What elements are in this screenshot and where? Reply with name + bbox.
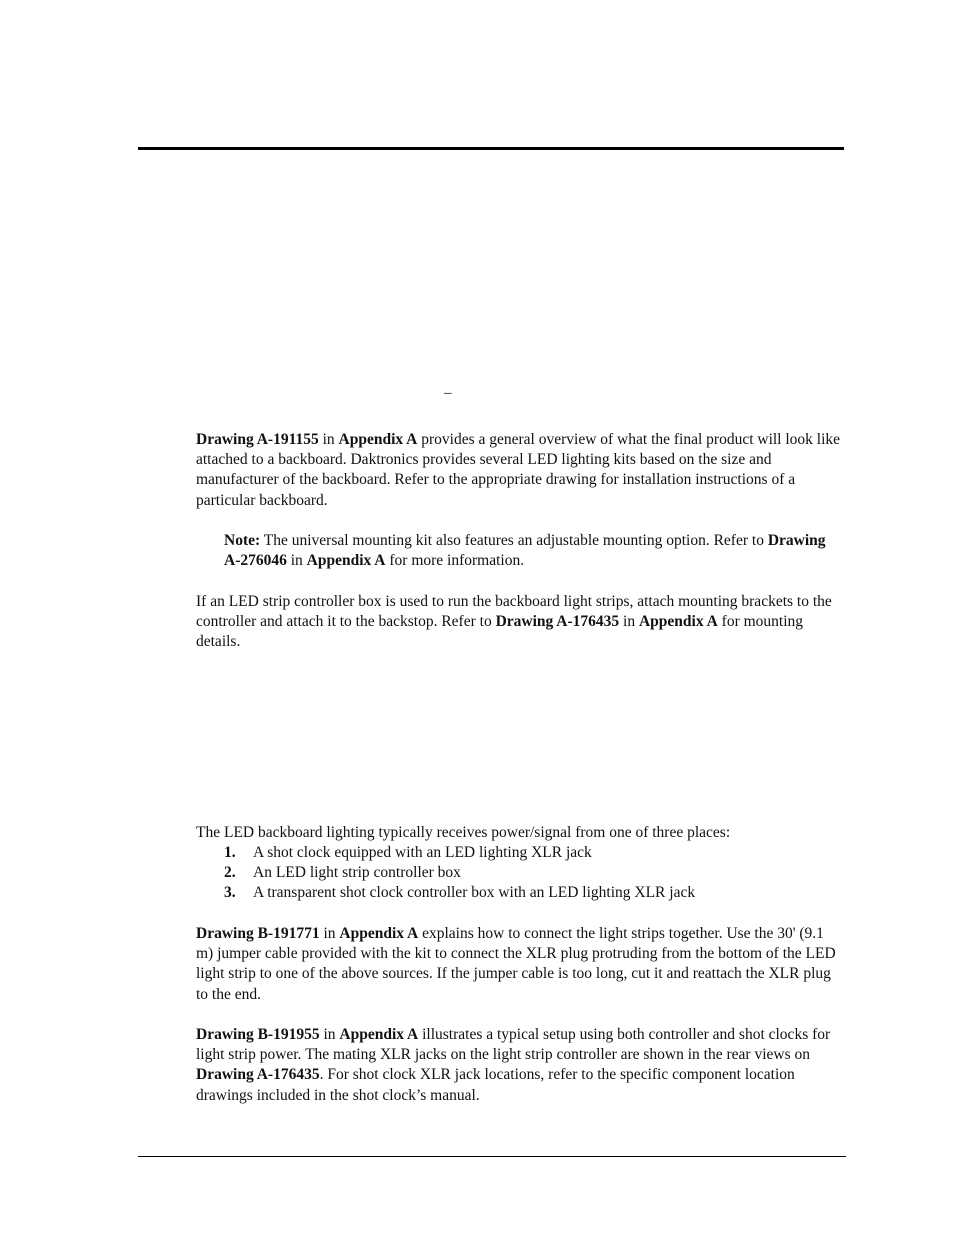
drawing-ref: Drawing B-191771 [196,925,320,942]
paragraph-controller-box [196,592,844,653]
appendix-ref: Appendix A [638,613,718,631]
list-item [224,863,695,883]
text-run: in [319,925,340,942]
text-run: for mounting details. [196,613,804,651]
power-source-list [224,843,695,904]
text-run: in [619,613,639,631]
drawing-ref: Drawing B-191955 [196,1026,320,1043]
text-run: in [319,1026,340,1043]
list-text: A shot clock equipped with an LED lighting XLR jack [253,844,592,861]
drawing-ref: Drawing A-191155 [196,431,319,448]
appendix-ref: Appendix A [338,431,418,448]
text-run: . For shot clock XLR jack locations, refer to the specific component location drawings included in the shot clock’s manual. [196,1066,795,1104]
list-number: 2. [224,864,236,882]
text-run: If an LED strip controller box is used to run the backboard light strips, attach mounting brackets to the controller and attach it to the backstop. Refer to [196,593,832,631]
appendix-ref: Appendix A [339,1026,419,1043]
list-text: A transparent shot clock controller box with an LED lighting XLR jack [253,884,696,902]
note-paragraph [224,531,844,571]
list-number: 3. [224,884,236,902]
footer-rule [138,1156,846,1157]
text-run: in [318,431,339,448]
text-run: provides a general overview of what the final product will look like attached to a backboard. Daktronics provides several LED lighting kits based on the size and manufacturer of the backboard. Refer to the appropriate drawing for installation instructions of a particular backboard. [196,431,841,509]
text-run: The universal mounting kit also features an adjustable mounting option. Refer to [260,532,768,549]
paragraph-typical-setup [196,1025,844,1106]
drawing-ref: Drawing A-276046 [224,532,826,570]
header-rule [138,147,844,150]
paragraph-overview [196,430,844,511]
paragraph-power-sources: The LED backboard lighting typically receives power/signal from one of three places: [196,824,731,841]
list-text: An LED light strip controller box [253,864,461,882]
list-item [224,883,695,903]
text-run: for more information. [385,552,525,570]
paragraph-connection [196,924,844,1005]
note-label: Note: [224,532,261,549]
list-item [224,843,695,863]
heading-dash: – [444,385,452,401]
list-number: 1. [224,844,236,861]
drawing-ref: Drawing A-176435 [495,613,620,631]
text-run: in [286,552,307,570]
text-run: explains how to connect the light strips together. Use the 30' (9.1 m) jumper cable provided with the kit to connect the XLR plug protruding from the bottom of the LED light strip to one of the above sources. If the jumper cable is too long, cut it and reattach the XLR plug to the end. [196,925,836,1003]
appendix-ref: Appendix A [339,925,419,942]
appendix-ref: Appendix A [306,552,386,570]
drawing-ref: Drawing A-176435 [196,1066,320,1084]
text-run: illustrates a typical setup using both controller and shot clocks for light strip power. The mating XLR jacks on the light strip controller are shown in the rear views on [196,1026,831,1064]
